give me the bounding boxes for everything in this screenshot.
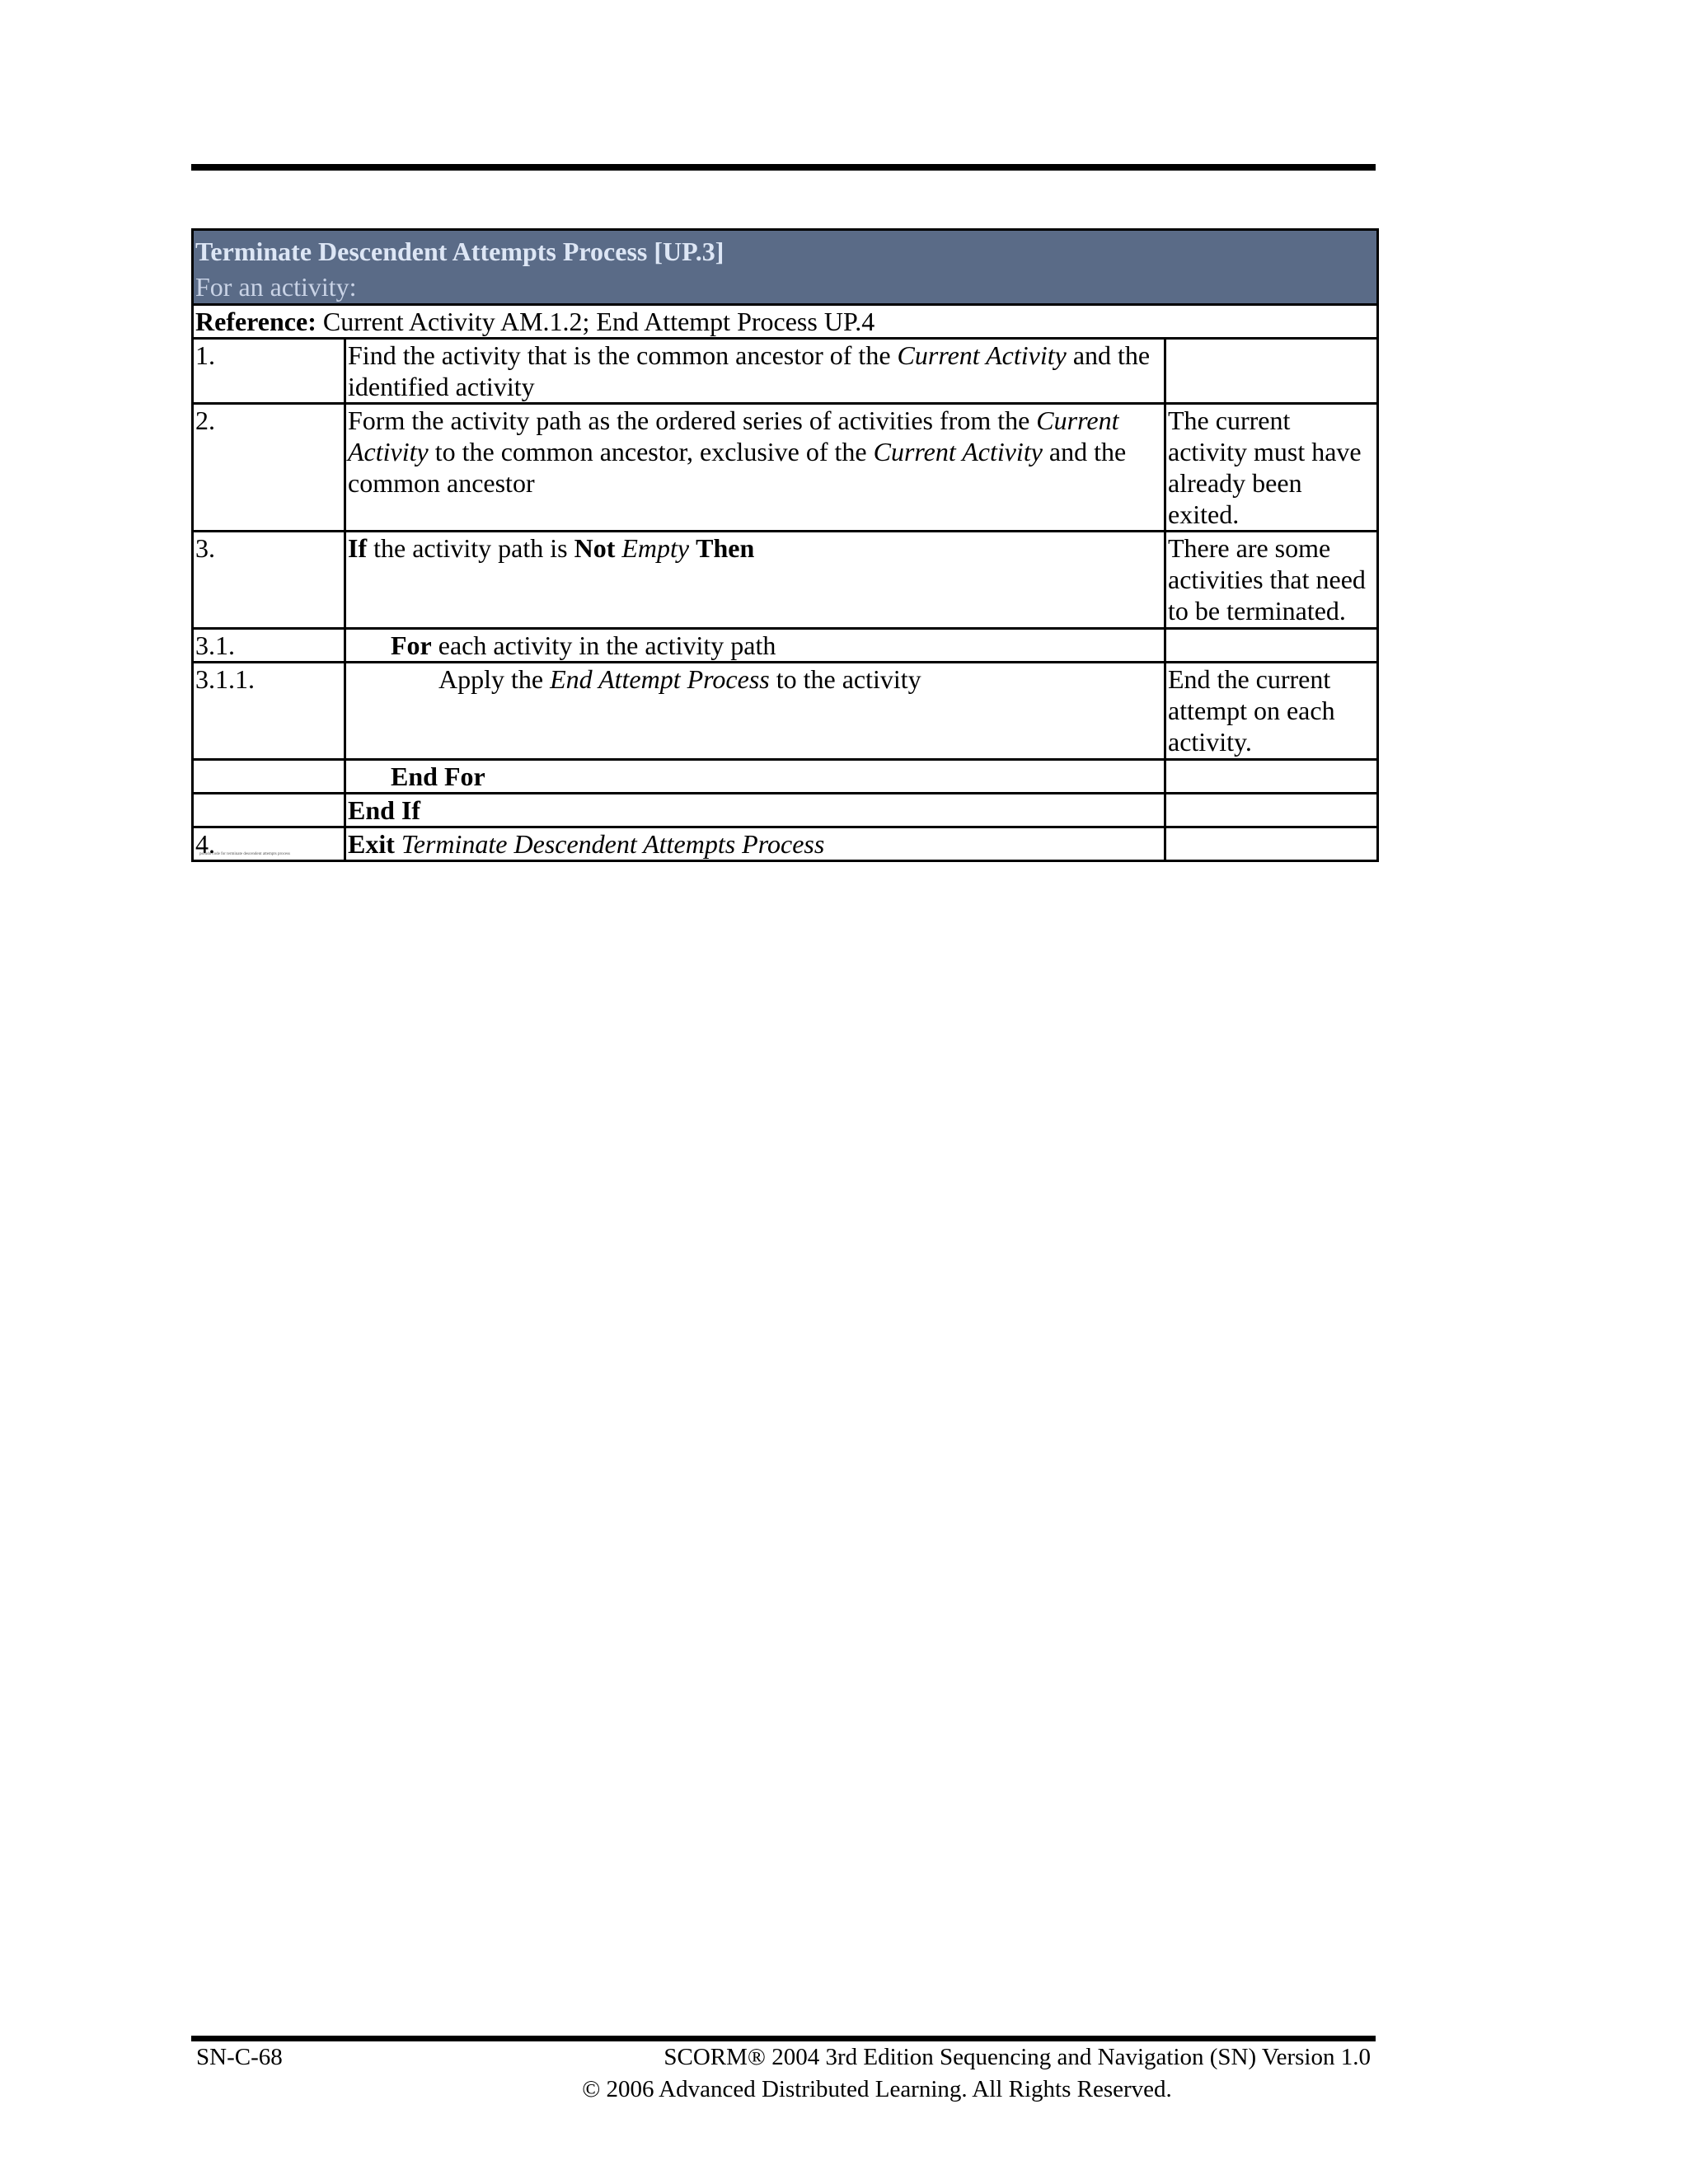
step-text [345, 827, 1165, 861]
step-text [345, 404, 1165, 532]
keyword: If [348, 533, 368, 563]
page-number: SN-C-68 [196, 2044, 283, 2070]
step-number: 2. [193, 404, 345, 532]
text-run: Apply the [438, 664, 551, 694]
text-run: Find the activity that is the common ancestor of the [348, 340, 898, 370]
text-run-italic: Current Activity [873, 437, 1043, 466]
step-note [1165, 339, 1378, 404]
step-text [345, 760, 1165, 794]
reference-cell [193, 305, 1378, 339]
text-run [689, 533, 696, 563]
text-run: to the common ancestor, exclusive of the [428, 437, 874, 466]
step-text [345, 663, 1165, 760]
table-row [193, 794, 1378, 827]
table-header-row [193, 230, 1378, 305]
process-title: Terminate Descendent Attempts Process [UP.3] [195, 237, 724, 266]
keyword: Not [574, 533, 616, 563]
copyright-notice: © 2006 Advanced Distributed Learning. All Rights Reserved. [582, 2076, 1172, 2102]
table-header [193, 230, 1378, 305]
text-run-italic: Empty [621, 533, 690, 563]
step-number [193, 794, 345, 827]
text-run: the activity path is [367, 533, 574, 563]
step-number: 3.1. [193, 629, 345, 663]
text-run [395, 829, 401, 859]
keyword: End If [348, 795, 421, 825]
step-note [1165, 629, 1378, 663]
reference-text: Current Activity AM.1.2; End Attempt Process UP.4 [316, 307, 875, 336]
step-note [1165, 794, 1378, 827]
text-run-italic: Terminate Descendent Attempts Process [401, 829, 825, 859]
text-run-italic: End Attempt Process [550, 664, 770, 694]
text-run-italic: Current Activity [348, 405, 1119, 466]
table-row [193, 404, 1378, 532]
step-text [345, 339, 1165, 404]
document-title: SCORM® 2004 3rd Edition Sequencing and Navigation (SN) Version 1.0 [663, 2044, 1371, 2070]
table-row [193, 760, 1378, 794]
table-row [193, 629, 1378, 663]
table-row [193, 532, 1378, 629]
step-text [345, 794, 1165, 827]
indented-line [348, 663, 921, 695]
step-note [1165, 827, 1378, 861]
process-subtitle: For an activity: [195, 272, 357, 302]
step-number: 4. [193, 827, 345, 861]
step-text [345, 629, 1165, 663]
table-row [193, 827, 1378, 861]
footer-rule [191, 2036, 1376, 2041]
text-run: Form the activity path as the ordered series of activities from the [348, 405, 1037, 435]
step-number: 3.1.1. [193, 663, 345, 760]
step-note [1165, 760, 1378, 794]
indented-line [348, 630, 776, 661]
step-note: There are some activities that need to be terminated. [1165, 532, 1378, 629]
text-run: and the identified activity [348, 340, 1151, 401]
reference-row [193, 305, 1378, 339]
step-number: 3. [193, 532, 345, 629]
header-rule [191, 164, 1376, 171]
table-row [193, 339, 1378, 404]
text-run: each activity in the activity path [431, 630, 776, 660]
step-number [193, 760, 345, 794]
keyword: For [391, 630, 432, 660]
text-run-italic: Current Activity [897, 340, 1067, 370]
table-row [193, 663, 1378, 760]
step-note: The current activity must have already been exited. [1165, 404, 1378, 532]
step-number: 1. [193, 339, 345, 404]
keyword: Exit [348, 829, 395, 859]
reference-label: Reference: [195, 307, 316, 336]
step-text [345, 532, 1165, 629]
text-run: to the activity [769, 664, 921, 694]
table-caption: pseudo code for terminate descendent attempts process [199, 852, 290, 856]
process-table [191, 228, 1379, 862]
text-run: and the common ancestor [348, 437, 1127, 498]
keyword: Then [696, 533, 755, 563]
keyword: End For [391, 762, 485, 791]
step-note: End the current attempt on each activity. [1165, 663, 1378, 760]
